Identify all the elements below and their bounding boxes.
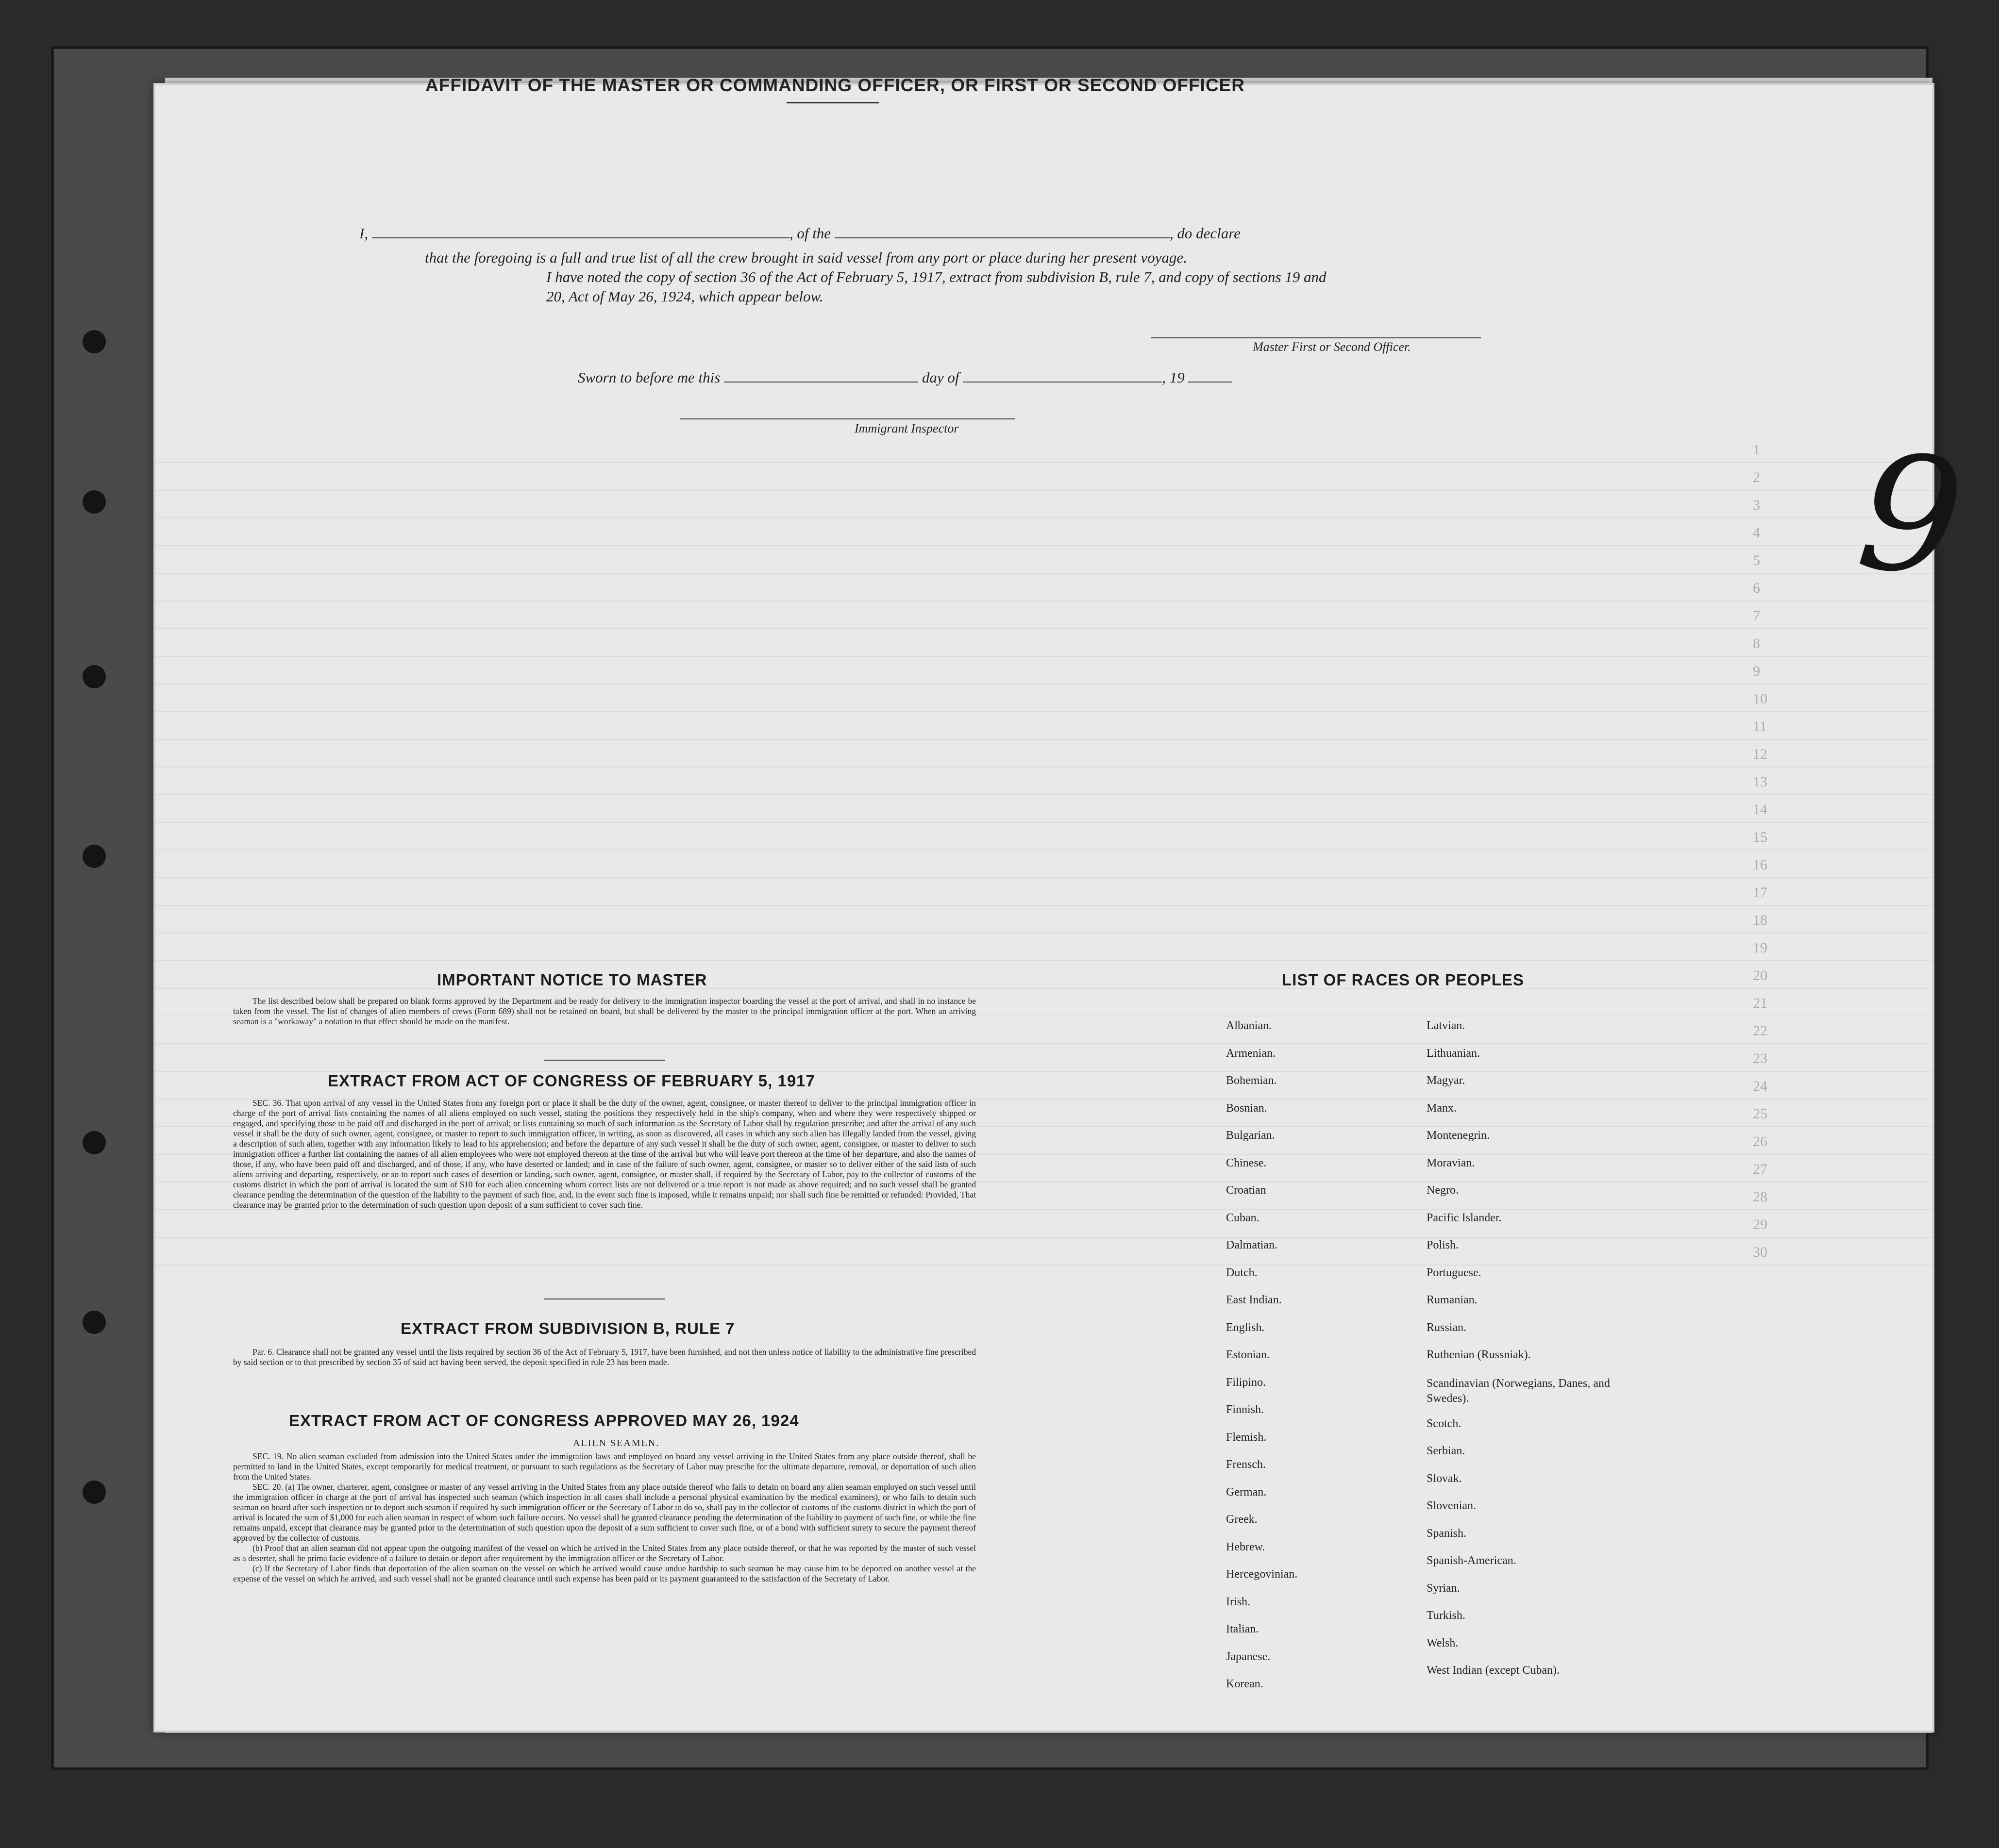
race-item: Spanish-American. xyxy=(1427,1554,1516,1567)
ghost-row xyxy=(155,739,1932,767)
ghost-row-number: 13 xyxy=(1753,774,1767,790)
day-blank[interactable] xyxy=(724,382,918,383)
race-item: Lithuanian. xyxy=(1427,1047,1480,1060)
ghost-row-number: 27 xyxy=(1753,1161,1767,1177)
race-item: Moravian. xyxy=(1427,1156,1475,1169)
race-item: Slovak. xyxy=(1427,1472,1462,1485)
race-item: Bohemian. xyxy=(1226,1074,1277,1087)
ghost-row xyxy=(155,960,1932,989)
divider xyxy=(544,1060,665,1061)
punch-hole xyxy=(83,1481,106,1504)
declaration-text-3: 20, Act of May 26, 1924, which appear below. xyxy=(546,288,823,305)
race-item: Chinese. xyxy=(1226,1156,1267,1169)
race-item: Ruthenian (Russniak). xyxy=(1427,1349,1531,1361)
name-blank[interactable] xyxy=(372,237,790,238)
race-item: Hebrew. xyxy=(1226,1540,1265,1553)
year-label: , 19 xyxy=(1162,369,1185,386)
declaration-text-2: I have noted the copy of section 36 of the Act of February 5, 1917, extract from subdivision B, rule 7, and copy of sections 19 and xyxy=(546,268,1327,285)
ghost-row-number: 16 xyxy=(1753,857,1767,873)
race-item: Bosnian. xyxy=(1226,1101,1267,1115)
race-item: Frensch. xyxy=(1226,1458,1266,1471)
inspector-signature-line[interactable] xyxy=(680,418,1015,419)
ghost-row-number: 18 xyxy=(1753,912,1767,928)
ghost-row-number: 19 xyxy=(1753,940,1767,956)
race-item: English. xyxy=(1226,1321,1265,1334)
master-signature-label: Master First or Second Officer. xyxy=(1253,340,1411,354)
of-the-label: , of the xyxy=(789,225,831,242)
race-item: Pacific Islander. xyxy=(1427,1211,1502,1224)
punch-hole xyxy=(83,330,106,353)
race-item: Russian. xyxy=(1427,1321,1467,1334)
race-item: Manx. xyxy=(1427,1101,1457,1115)
ghost-row xyxy=(155,683,1932,712)
ghost-row xyxy=(155,490,1932,518)
ghost-row-number: 15 xyxy=(1753,829,1767,845)
race-item: Flemish. xyxy=(1226,1431,1267,1444)
sworn-line xyxy=(578,369,1232,386)
ghost-row xyxy=(155,1043,1932,1072)
ghost-row xyxy=(155,766,1932,795)
race-item: Serbian. xyxy=(1427,1445,1465,1457)
affidavit-title: AFFIDAVIT OF THE MASTER OR COMMANDING OFFICER, OR FIRST OR SECOND OFFICER xyxy=(425,75,1245,95)
ghost-row-number: 30 xyxy=(1753,1244,1767,1260)
punch-hole xyxy=(83,845,106,868)
ghost-row-number: 23 xyxy=(1753,1050,1767,1066)
ghost-row-number: 24 xyxy=(1753,1078,1767,1094)
race-item: Scotch. xyxy=(1427,1417,1461,1430)
race-item: Greek. xyxy=(1226,1513,1258,1526)
ghost-row-number: 11 xyxy=(1753,718,1767,734)
punch-hole xyxy=(83,1131,106,1154)
extract-1924-text xyxy=(233,1451,976,1584)
race-item: Albanian. xyxy=(1226,1019,1272,1032)
ghost-row-number: 29 xyxy=(1753,1216,1767,1232)
race-item: Korean. xyxy=(1226,1678,1263,1690)
declaration-text-1: that the foregoing is a full and true list of all the crew brought in said vessel from any port or place during her present voyage. xyxy=(425,249,1187,266)
race-item: Polish. xyxy=(1427,1239,1459,1251)
sec19-text: SEC. 19. No alien seaman excluded from admission into the United States under the immigration laws and employed on board any vessel arriving in the United States from any place outside thereof, shall be permitted to land in the United States, except temporarily for medical treatment, or pursuant to such regulations as the Secretary of Labor may prescibe for the ultimate departure, removal, or deportation of such alien from the United States. xyxy=(233,1451,976,1482)
ghost-row-number: 12 xyxy=(1753,746,1767,762)
vessel-blank[interactable] xyxy=(835,237,1170,238)
race-item: Hercegovinian. xyxy=(1226,1568,1298,1581)
race-item: Armenian. xyxy=(1226,1047,1276,1060)
race-item: Bulgarian. xyxy=(1226,1129,1275,1142)
race-item: Cuban. xyxy=(1226,1211,1260,1224)
extract-1924-title: EXTRACT FROM ACT OF CONGRESS APPROVED MAY 26, 1924 xyxy=(289,1412,799,1430)
sec20a-text: SEC. 20. (a) The owner, charterer, agent, consignee or master of any vessel arriving in the United States from any place outside thereof who fails to detain on board any alien seaman employed on such vessel until the immigration officer in charge at the port of arrival has inspected such seaman (which inspection in all cases shall include a personal physical examination by the medical examiners), or who fails to detain such seaman on board after such inspection or to deport such seaman if required by such immigration officer or the Secretary of Labor to do so, shall pay to the collector of customs of the customs district in which the port of arrival is located the sum of $1,000 for each alien seaman in respect of whom such failure occurs. No vessel shall be granted clearance pending the determination of the liability to payment of such fine, or while the fine remains unpaid, except that clearance may be granted prior to the determination of such question upon the deposit of a sum sufficient to cover such fine, or of a bond with sufficient surety to secure the payment thereof approved by the collector of customs. xyxy=(233,1482,976,1543)
rule7-text: Par. 6. Clearance shall not be granted any vessel until the lists required by section 36 of the Act of February 5, 1917, have been furnished, and not then unless notice of liability to the administrative fine prescribed by said section or to that prescribed by section 35 of said act having been served, the deposit specified in rule 23 has been made. xyxy=(233,1347,976,1367)
ghost-row xyxy=(155,517,1932,546)
race-item: Magyar. xyxy=(1427,1074,1465,1087)
declaration-line xyxy=(359,225,1241,242)
race-item: Spanish. xyxy=(1427,1527,1467,1540)
race-item: Dalmatian. xyxy=(1226,1239,1277,1251)
ghost-row xyxy=(155,434,1932,463)
race-item: Croatian xyxy=(1226,1184,1266,1197)
race-item: Latvian. xyxy=(1427,1019,1465,1032)
ghost-row-number: 3 xyxy=(1753,497,1760,513)
punch-hole xyxy=(83,490,106,514)
ghost-row xyxy=(155,711,1932,740)
ghost-row xyxy=(155,1237,1932,1265)
ghost-row-number: 10 xyxy=(1753,691,1767,707)
race-item: Negro. xyxy=(1427,1184,1459,1197)
year-blank[interactable] xyxy=(1188,382,1232,383)
race-item: Syrian. xyxy=(1427,1582,1460,1595)
master-signature-line[interactable] xyxy=(1151,337,1481,338)
ghost-row-number: 5 xyxy=(1753,552,1760,568)
ghost-row-number: 7 xyxy=(1753,608,1760,624)
race-item: Japanese. xyxy=(1226,1650,1271,1663)
race-item: Irish. xyxy=(1226,1595,1250,1608)
ghost-row-number: 4 xyxy=(1753,525,1760,541)
extract-1917-text: SEC. 36. That upon arrival of any vessel in the United States from any foreign port or place it shall be the duty of the owner, agent, consignee, or master thereof to deliver to the principal immigration officer in charge of the port of arrival lists containing the names of all aliens employed on such vessel, stating the positions they respectively held in the ship's company, when and where they were respectively shipped or engaged, and specifying those to be paid off and discharged in the port of arrival; or lists containing so much of such information as the Secretary of Labor shall by regulation prescribe; and after the arrival of any such vessel it shall be the duty of such owner, agent, consignee, or master to report to such immigration officer, in writing, as soon as discovered, all cases in which any such alien has illegally landed from the vessel, giving a description of such alien, together with any information likely to lead to his apprehension; and before the departure of any such vessel it shall be the duty of such owner, agent, consignee, or master to deliver to such immigration officer a further list containing the names of all alien employees who were not employed thereon at the time of the arrival but who will leave port thereon at the time of her departure, and also the names of those, if any, who have been paid off and discharged, and of those, if any, who have deserted or landed; and in case of the failure of such owner, agent, consignee, or master so to deliver either of the said lists of such aliens arriving and departing, respectively, or so to report such cases of desertion or landing, such owner, agent, consignee, or master shall, if required by the Secretary of Labor, pay to the collector of customs of the customs district in which the port of arrival is located the sum of $10 for each alien concerning whom correct lists are not delivered or a true report is not made as above required; and no such vessel shall be granted clearance pending the determination of the question of the liability to the payment of such fine, and, in the event such fine is imposed, while it remains unpaid; nor shall such fine be remitted or refunded: Provided, That clearance may be granted prior to the determination of such question upon deposit of a sum sufficient to cover such fine. xyxy=(233,1098,976,1210)
ghost-row xyxy=(155,545,1932,574)
ghost-row-number: 8 xyxy=(1753,635,1760,651)
ghost-row-number: 14 xyxy=(1753,801,1767,817)
ghost-row xyxy=(155,573,1932,601)
rule7-title: EXTRACT FROM SUBDIVISION B, RULE 7 xyxy=(401,1319,735,1337)
race-item: Estonian. xyxy=(1226,1349,1270,1361)
ghost-row xyxy=(155,794,1932,823)
race-item: East Indian. xyxy=(1226,1294,1282,1306)
do-declare-label: , do declare xyxy=(1169,225,1241,242)
ghost-row xyxy=(155,905,1932,933)
inspector-signature-label: Immigrant Inspector xyxy=(855,421,959,435)
race-item: Finnish. xyxy=(1226,1403,1264,1416)
race-item: Italian. xyxy=(1226,1623,1259,1635)
extract-1917-title: EXTRACT FROM ACT OF CONGRESS OF FEBRUARY 5, 1917 xyxy=(328,1072,815,1090)
alien-seamen-subtitle: ALIEN SEAMEN. xyxy=(573,1438,660,1448)
ghost-row xyxy=(155,822,1932,850)
race-item: Montenegrin. xyxy=(1427,1129,1490,1142)
ghost-row-number: 1 xyxy=(1753,442,1760,458)
race-item: Dutch. xyxy=(1226,1266,1258,1279)
race-item: Scandinavian (Norwegians, Danes, and Swedes). xyxy=(1427,1377,1610,1405)
ghost-row-number: 9 xyxy=(1753,663,1760,679)
ghost-row xyxy=(155,932,1932,961)
month-blank[interactable] xyxy=(963,382,1162,383)
race-item: Rumanian. xyxy=(1427,1294,1478,1306)
ghost-row xyxy=(155,628,1932,657)
declaration-i: I, xyxy=(359,225,369,242)
ghost-row-number: 22 xyxy=(1753,1023,1767,1039)
race-item: Turkish. xyxy=(1427,1609,1465,1622)
handwritten-number: 9 xyxy=(1850,417,1971,614)
punch-hole xyxy=(83,665,106,688)
ghost-row-number: 6 xyxy=(1753,580,1760,596)
ghost-row xyxy=(155,656,1932,684)
sec20b-text: (b) Proof that an alien seaman did not appear upon the outgoing manifest of the vessel on which he arrived in the United States from any place outside thereof, or that he was reported by the master of such vessel as a deserter, shall be prima facie evidence of a failure to detain or deport after requirement by the immigration officer or the Secretary of Labor. xyxy=(233,1543,976,1563)
ghost-row-number: 28 xyxy=(1753,1189,1767,1205)
title-rule xyxy=(787,102,879,103)
races-title: LIST OF RACES OR PEOPLES xyxy=(1282,971,1524,989)
sec20c-text: (c) If the Secretary of Labor finds that deportation of the alien seaman on the vessel on which he arrived would cause undue hardship to such seaman he may cause him to be deported on another vessel at the expense of the vessel on which he arrived, and such vessel shall not be granted clearance until such expense has been paid or its payment guaranteed to the satisfaction of the Secretary of Labor. xyxy=(233,1564,976,1583)
notice-text: The list described below shall be prepared on blank forms approved by the Department and be ready for delivery to the immigration inspector boarding the vessel at the port of arrival, and shall in no instance be taken from the vessel. The list of changes of alien members of crews (Form 689) shall not be retained on board, but shall be delivered by the master to the principal immigration officer at the port. When an arriving seaman is a "workaway" a notation to that effect should be made on the manifest. xyxy=(233,996,976,1026)
sworn-label: Sworn to before me this xyxy=(578,369,721,386)
race-item: Portuguese. xyxy=(1427,1266,1481,1279)
ghost-row xyxy=(155,849,1932,878)
punch-hole xyxy=(83,1311,106,1334)
ghost-row xyxy=(155,1209,1932,1238)
race-item: Welsh. xyxy=(1427,1636,1459,1649)
ghost-row-number: 17 xyxy=(1753,884,1767,900)
race-item: Slovenian. xyxy=(1427,1499,1476,1512)
race-item: Filipino. xyxy=(1226,1376,1266,1389)
ghost-row-number: 20 xyxy=(1753,967,1767,983)
ghost-row-number: 21 xyxy=(1753,995,1767,1011)
ghost-row xyxy=(155,600,1932,629)
race-item: West Indian (except Cuban). xyxy=(1427,1664,1560,1677)
ghost-row-number: 2 xyxy=(1753,469,1760,485)
notice-title: IMPORTANT NOTICE TO MASTER xyxy=(437,971,707,989)
race-item: German. xyxy=(1226,1485,1267,1498)
ghost-row xyxy=(155,462,1932,491)
ghost-row-number: 26 xyxy=(1753,1133,1767,1149)
ghost-row-number: 25 xyxy=(1753,1106,1767,1122)
day-of-label: day of xyxy=(922,369,959,386)
ghost-row xyxy=(155,877,1932,906)
